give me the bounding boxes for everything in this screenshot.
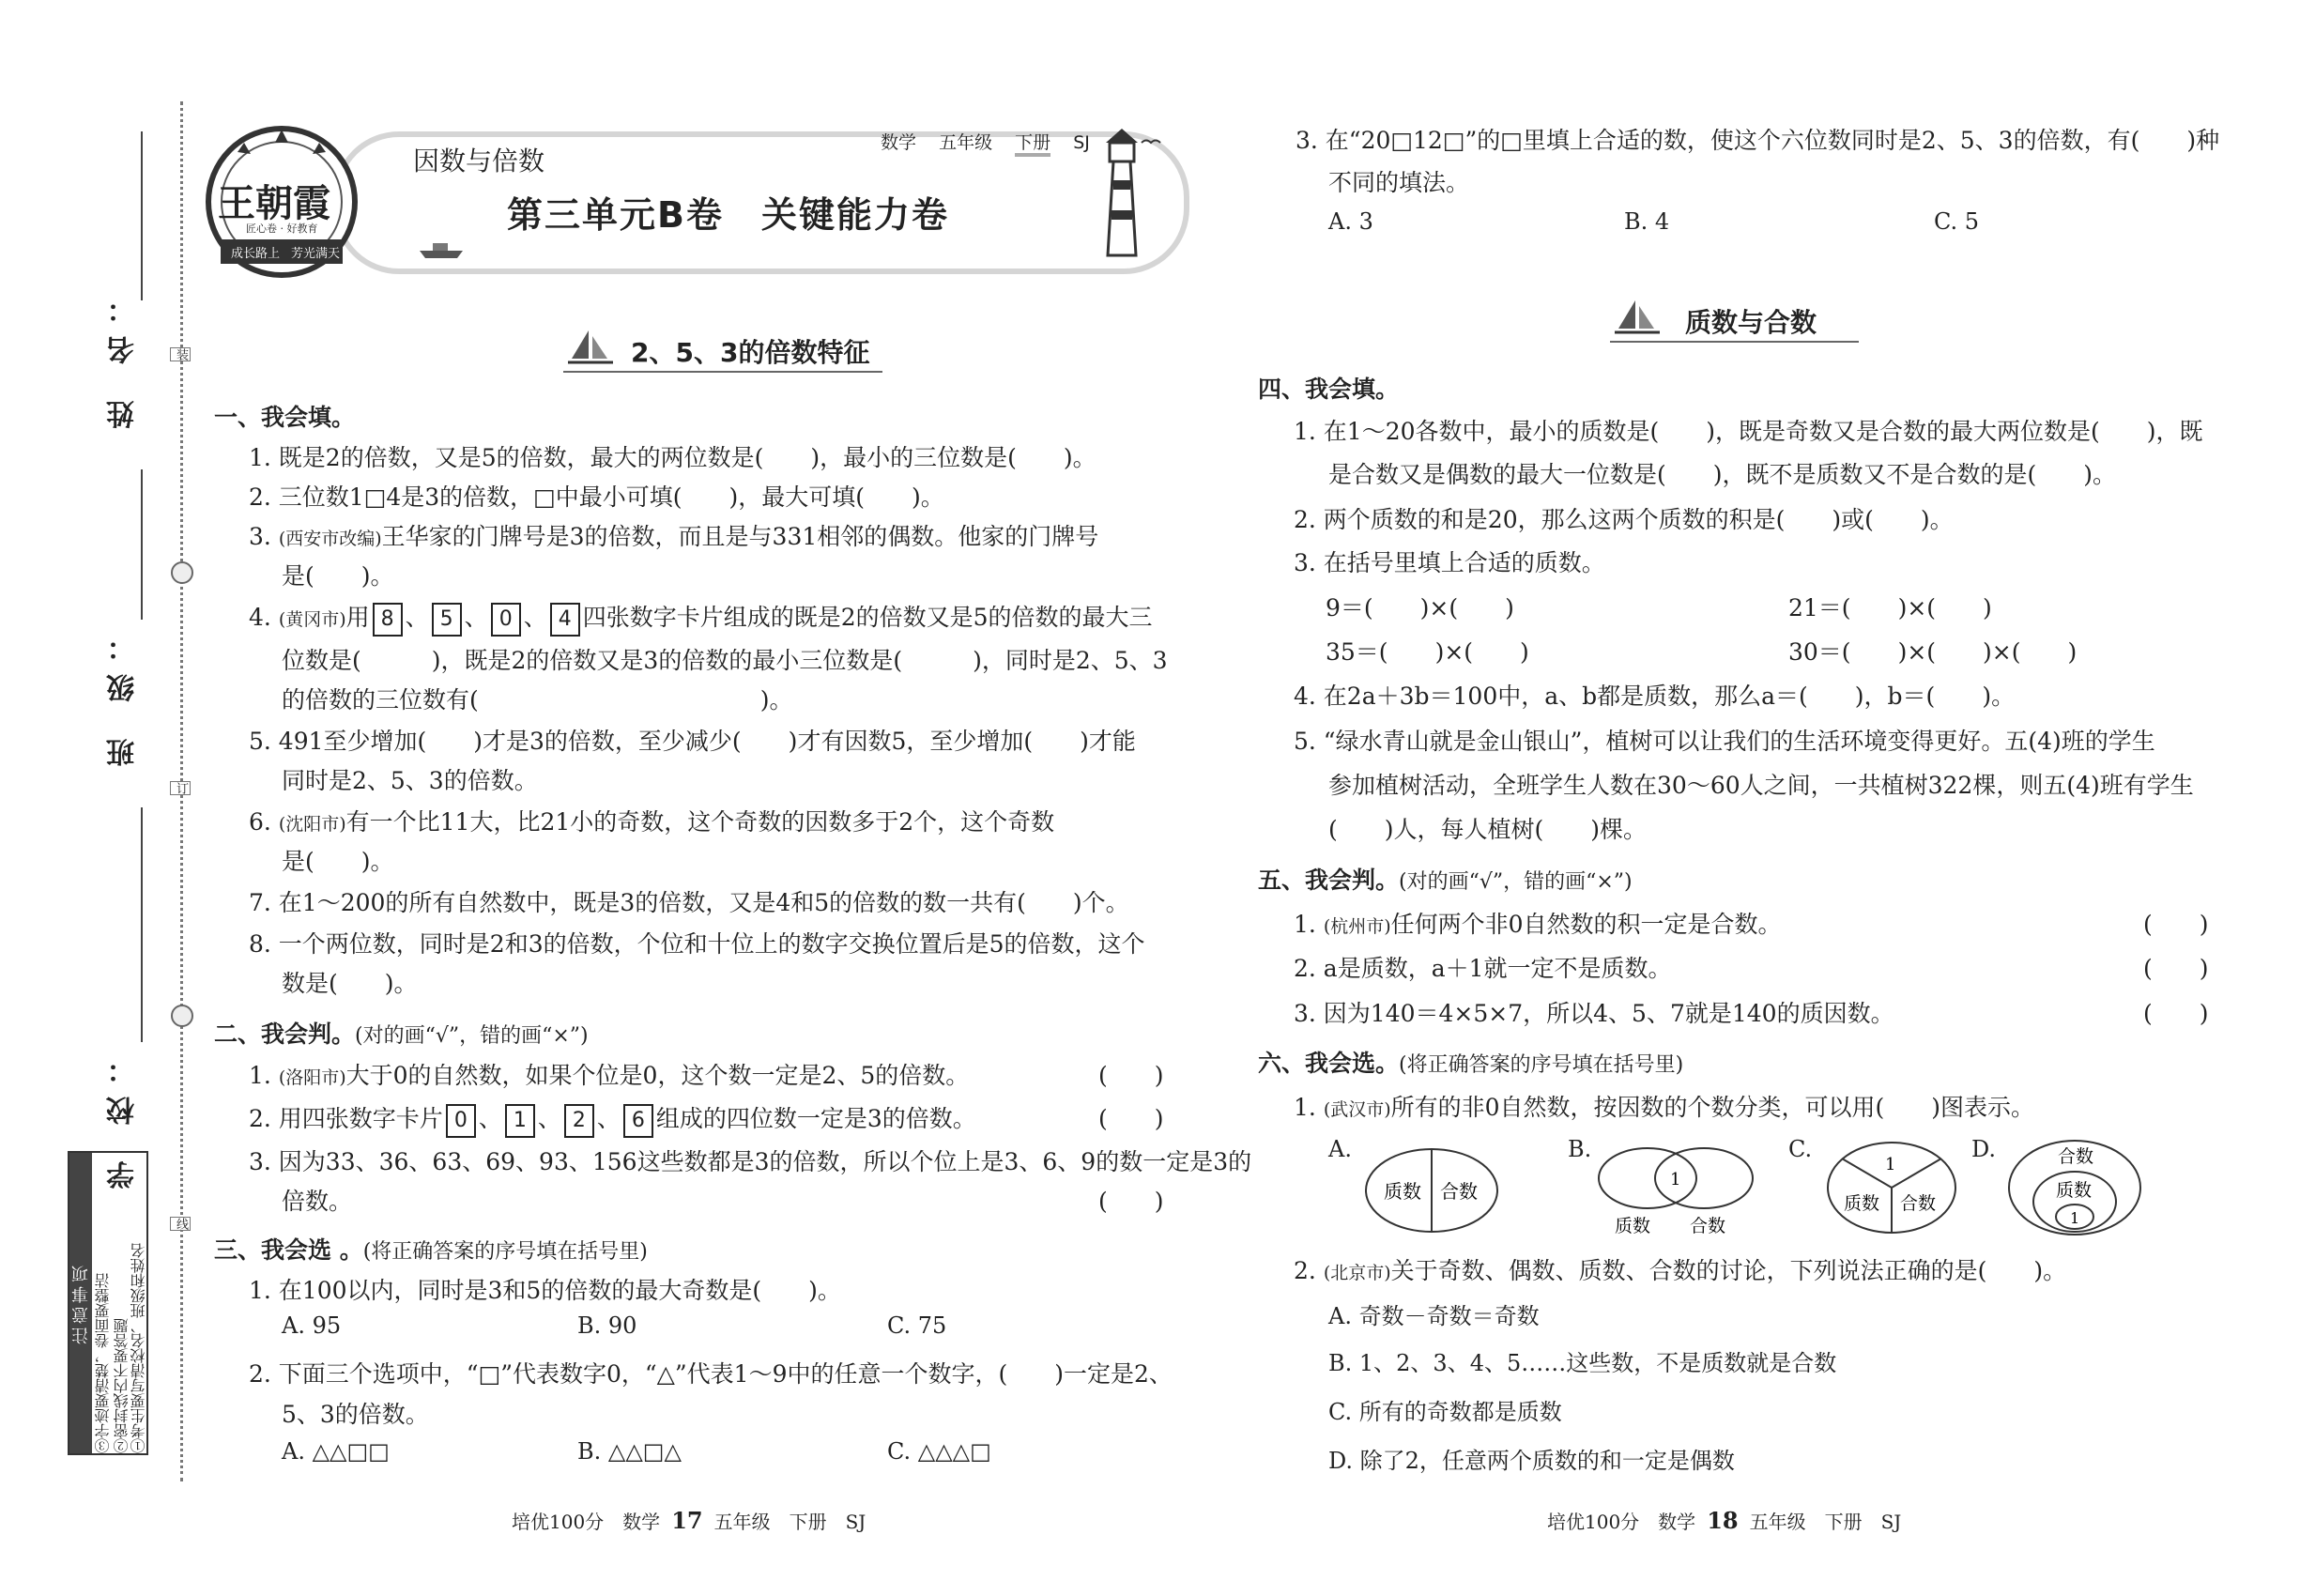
s1-heading: 一、我会填。 (214, 404, 356, 431)
option-b[interactable]: B. △△□△ (577, 1438, 682, 1465)
s6-heading (1258, 1045, 1683, 1079)
s5-title: 五、我会判。 (1258, 867, 1400, 894)
diagram-b (1596, 1136, 1756, 1239)
s3-q3: 3. 在“20□12□”的□里填上合适的数，使这个六位数同时是2、5、3的倍数，有( )种 (1296, 127, 2220, 154)
notice-item: ②密封线内不要答题 (113, 1318, 130, 1453)
s4-q3-eq: 21＝( )×( ) (1788, 594, 1992, 622)
q-text: 有一个比11大，比21小的奇数，这个奇数的因数多于2个，这个奇数 (345, 808, 1055, 836)
s2-q2: 2. 用四张数字卡片 0 、 1 、 2 、 6 组成的四位数一定是3的倍数。 (249, 1100, 976, 1138)
s3-q1: 1. 在100以内，同时是3和5的倍数的最大奇数是( )。 (249, 1277, 841, 1304)
s3-note: (将正确答案的序号填在括号里) (362, 1240, 648, 1264)
s4-q1: 1. 在1～20各数中，最小的质数是( )，既是奇数又是合数的最大两位数是( )，既 (1294, 418, 2203, 445)
tag-edition: SJ (1073, 132, 1090, 153)
s1-q1: 1. 既是2的倍数，又是5的倍数，最大的两位数是( )，最小的三位数是( )。 (249, 444, 1096, 471)
q-num: 1. (1294, 1094, 1316, 1121)
sailboat-icon (566, 329, 615, 368)
q-num: 2. (1294, 1257, 1316, 1284)
s3-q3-cont: 不同的填法。 (1328, 169, 1470, 196)
class-line[interactable] (141, 469, 143, 620)
s1-q3 (249, 518, 1098, 552)
brand-sub: 匠心卷 · 好教育 (246, 223, 318, 235)
tag-grade: 五年级 (939, 132, 993, 153)
option-b[interactable]: B. 4 (1624, 208, 1670, 235)
label-prime: 质数 (2056, 1180, 2093, 1201)
s1-q6-cont: 是( )。 (282, 848, 394, 875)
option-a[interactable]: A. 3 (1328, 208, 1373, 235)
s2-title: 二、我会判。 (214, 1021, 356, 1048)
label-prime: 质数 (1844, 1193, 1880, 1214)
option-c[interactable]: C. 75 (887, 1312, 947, 1339)
s3-q2: 2. 下面三个选项中，“□”代表数字0，“△”代表1～9中的任意一个数字，( )一定是2、 (249, 1360, 1173, 1388)
s4-heading: 四、我会填。 (1258, 376, 1400, 403)
s5-q2: 2. a是质数，a＋1就一定不是质数。 (1294, 955, 1672, 982)
option-a[interactable]: A. 95 (282, 1312, 342, 1339)
source-tag: (西安市改编) (278, 529, 382, 549)
brand-name: 王朝霞 (218, 181, 330, 225)
notice-title: 注意事项 (69, 1153, 92, 1453)
school-line[interactable] (141, 807, 143, 1042)
q-text: 四张数字卡片组成的既是2的倍数又是5的倍数的最大三 (582, 604, 1153, 631)
option-c[interactable]: C. (1788, 1136, 1813, 1162)
answer-paren[interactable]: ( ) (2143, 911, 2209, 938)
option-d[interactable]: D. 除了2，任意两个质数的和一定是偶数 (1328, 1448, 1735, 1474)
option-c[interactable]: C. 所有的奇数都是质数 (1328, 1399, 1562, 1425)
q-text: 王华家的门牌号是3的倍数，而且是与331相邻的偶数。他家的门牌号 (381, 523, 1099, 550)
q-text: 用 (345, 604, 370, 631)
number-card: 0 (491, 603, 521, 637)
number-card: 4 (550, 603, 580, 637)
s1-q4: 4. (黄冈市)用 8 、 5 、 0 、 4 四张数字卡片组成的既是2的倍数又是5的倍数的最大三 (249, 599, 1153, 637)
footer-right (1547, 1507, 1901, 1534)
q-text: 任何两个非0自然数的积一定是合数。 (1390, 911, 1782, 938)
tag-term: 下册 (1015, 132, 1050, 157)
s4-q4: 4. 在2a＋3b＝100中，a、b都是质数，那么a＝( )，b＝( )。 (1294, 683, 2016, 710)
diagram-a (1361, 1143, 1502, 1237)
page-number: 18 (1707, 1507, 1739, 1534)
s4-q2: 2. 两个质数的和是20，那么这两个质数的积是( )或( )。 (1294, 506, 1954, 533)
s3-title: 三、我会选 。 (214, 1236, 363, 1264)
source-tag: (北京市) (1323, 1263, 1391, 1283)
label-prime: 质数 (1615, 1216, 1651, 1236)
label-one: 1 (2070, 1209, 2080, 1227)
number-card: 1 (505, 1104, 535, 1138)
s2-note: (对的画“√”，错的画“×”) (355, 1024, 589, 1048)
class-label: 班 级： (107, 620, 140, 767)
diagram-d (2004, 1136, 2145, 1239)
brand-slogan: 成长路上 (231, 247, 281, 261)
s3-q2-cont: 5、3的倍数。 (282, 1401, 429, 1428)
page-title: 第三单元B卷 关键能力卷 (507, 194, 949, 236)
s1-q8: 8. 一个两位数，同时是2和3的倍数，个位和十位上的数字交换位置后是5的倍数，这个 (249, 930, 1145, 958)
s1-q4-cont: 位数是( )，既是2的倍数又是3的倍数的最小三位数是( )，同时是2、5、3 (282, 647, 1168, 674)
s1-q6 (249, 804, 1054, 837)
footer-prefix: 培优100分 数学 (1547, 1511, 1696, 1533)
option-d[interactable]: D. (1971, 1136, 1997, 1162)
footer-prefix: 培优100分 数学 (512, 1511, 661, 1533)
notice-item: ③字迹要清楚，卷面要整洁 (94, 1273, 112, 1453)
ship-icon (418, 239, 465, 260)
q-num: 1. (1294, 911, 1316, 938)
name-line[interactable] (141, 131, 143, 300)
answer-paren[interactable]: ( ) (1098, 1062, 1164, 1089)
q-text: 关于奇数、偶数、质数、合数的讨论，下列说法正确的是( )。 (1390, 1257, 2067, 1284)
label-prime: 质数 (1384, 1180, 1421, 1203)
option-b[interactable]: B. 1、2、3、4、5……这些数，不是质数就是合数 (1328, 1350, 1837, 1376)
name-label: 姓 名： (107, 282, 140, 429)
cut-mark-1: 装 (170, 347, 191, 361)
q-num: 3. (249, 523, 271, 550)
s5-note: (对的画“√”，错的画“×”) (1399, 870, 1633, 894)
s2-heading (214, 1016, 589, 1050)
answer-paren[interactable]: ( ) (2143, 1000, 2209, 1027)
q-num: 6. (249, 808, 271, 836)
section-title: 2、5、3的倍数特征 (631, 337, 870, 368)
binding-hole-icon (171, 561, 193, 584)
number-card: 2 (564, 1104, 594, 1138)
notice-box (68, 1151, 148, 1455)
unit-title: 因数与倍数 (413, 141, 544, 178)
q-text: 所有的非0自然数，按因数的个数分类，可以用( )图表示。 (1390, 1094, 2035, 1121)
s1-q2: 2. 三位数1□4是3的倍数，□中最小可填( )，最大可填( )。 (249, 483, 944, 511)
option-c[interactable]: C. 5 (1934, 208, 1980, 235)
s4-q5-cont: 参加植树活动，全班学生人数在30～60人之间，一共植树322棵，则五(4)班有学生 (1328, 772, 2194, 799)
s3-heading (214, 1232, 648, 1266)
s4-q3-eq: 30＝( )×( )×( ) (1788, 638, 2078, 666)
q-text: 2. 用四张数字卡片 (249, 1105, 443, 1132)
label-composite: 合数 (1690, 1216, 1726, 1236)
number-card: 6 (623, 1104, 653, 1138)
s4-q1-cont: 是合数又是偶数的最大一位数是( )，既不是质数又不是合数的是( )。 (1328, 461, 2117, 488)
diagram-c (1821, 1136, 1962, 1239)
option-b[interactable]: B. 90 (577, 1312, 637, 1339)
cut-mark-3: 线 (170, 1217, 191, 1231)
cut-mark-2: 订 (170, 781, 191, 795)
page-number: 17 (671, 1507, 703, 1534)
q-num: 1. (249, 1062, 271, 1089)
s2-q3-cont: 倍数。 (282, 1188, 353, 1215)
lighthouse-icon (1080, 124, 1164, 265)
brand-slogan: 芳光满天 (291, 247, 341, 261)
number-card: 5 (432, 603, 462, 637)
s6-q1 (1294, 1089, 2034, 1123)
option-b[interactable]: B. (1568, 1136, 1592, 1162)
header-tags (881, 129, 1107, 154)
answer-paren[interactable]: ( ) (1098, 1188, 1164, 1215)
source-tag: (武汉市) (1323, 1099, 1391, 1120)
label-one: 1 (1885, 1155, 1896, 1174)
s4-q3-eq: 35＝( )×( ) (1326, 638, 1529, 666)
option-a[interactable]: A. (1328, 1136, 1352, 1162)
s4-q5-cont: ( )人，每人植树( )棵。 (1328, 816, 1648, 843)
s5-q3: 3. 因为140＝4×5×7，所以4、5、7就是140的质因数。 (1294, 1000, 1894, 1027)
s5-heading (1258, 862, 1633, 896)
s1-q3-cont: 是( )。 (282, 562, 394, 590)
option-c[interactable]: C. △△△□ (887, 1438, 991, 1465)
s6-q2 (1294, 1252, 2066, 1286)
q-num: 4. (249, 604, 271, 631)
section-underline (1610, 341, 1859, 343)
section-title: 质数与合数 (1685, 307, 1817, 338)
s6-title: 六、我会选。 (1258, 1050, 1400, 1077)
label-one: 1 (1670, 1170, 1681, 1189)
source-tag: (洛阳市) (278, 1067, 346, 1088)
s4-q3: 3. 在括号里填上合适的质数。 (1294, 549, 1605, 576)
option-a[interactable]: A. 奇数－奇数＝奇数 (1328, 1303, 1540, 1329)
binding-hole-icon (171, 1005, 193, 1027)
section-underline (563, 371, 882, 373)
number-card: 8 (373, 603, 403, 637)
answer-paren[interactable]: ( ) (1098, 1105, 1164, 1132)
source-tag: (黄冈市) (278, 609, 346, 630)
option-a[interactable]: A. △△□□ (282, 1438, 390, 1465)
s2-q1 (249, 1057, 969, 1091)
footer-left (512, 1507, 866, 1534)
footer-suffix: 五年级 下册 SJ (713, 1511, 866, 1533)
q-text: 大于0的自然数，如果个位是0，这个数一定是2、5的倍数。 (345, 1062, 970, 1089)
s6-note: (将正确答案的序号填在括号里) (1399, 1053, 1684, 1077)
source-tag: (杭州市) (1323, 916, 1391, 937)
label-composite: 合数 (1440, 1180, 1478, 1203)
s4-q3-eq: 9＝( )×( ) (1326, 594, 1514, 622)
s1-q4-cont: 的倍数的三位数有( )。 (282, 686, 793, 714)
s1-q5-cont: 同时是2、5、3的倍数。 (282, 767, 538, 794)
s1-q5: 5. 491至少增加( )才是3的倍数，至少减少( )才有因数5，至少增加( )才能 (249, 728, 1136, 755)
notice-item: ①考生要写清校名、班级和姓名 (130, 1243, 147, 1453)
s1-q8-cont: 数是( )。 (282, 970, 418, 997)
answer-paren[interactable]: ( ) (2143, 955, 2209, 982)
source-tag: (沈阳市) (278, 814, 346, 835)
label-composite: 合数 (1900, 1193, 1937, 1214)
q-text: 组成的四位数一定是3的倍数。 (655, 1105, 976, 1132)
s1-q7: 7. 在1～200的所有自然数中，既是3的倍数，又是4和5的倍数的数一共有( )个。 (249, 889, 1129, 916)
s5-q1 (1294, 906, 1782, 940)
footer-suffix: 五年级 下册 SJ (1749, 1511, 1902, 1533)
s2-q3: 3. 因为33、36、63、69、93、156这些数都是3的倍数，所以个位上是3、6、9的数一定是3的 (249, 1148, 1252, 1175)
label-composite: 合数 (2058, 1146, 2094, 1167)
number-card: 0 (446, 1104, 476, 1138)
school-label: 学 校： (107, 1042, 140, 1189)
s4-q5: 5. “绿水青山就是金山银山”，植树可以让我们的生活环境变得更好。五(4)班的学生 (1294, 728, 2155, 755)
sailboat-icon (1613, 299, 1662, 338)
tag-subject: 数学 (881, 132, 917, 153)
